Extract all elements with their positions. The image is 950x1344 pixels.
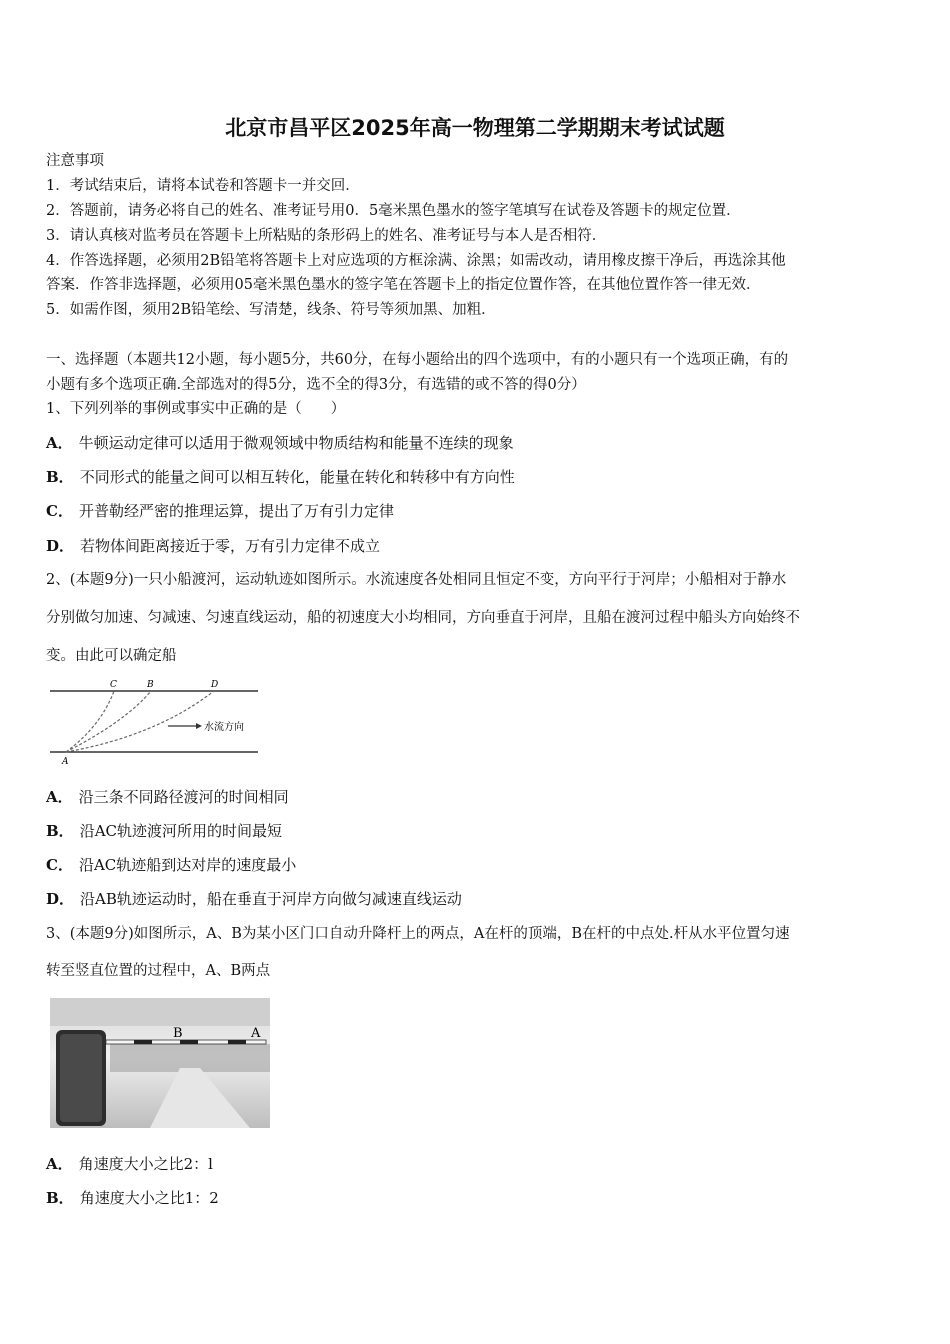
q2-option-d xyxy=(46,888,908,910)
section-intro: 小题有多个选项正确.全部选对的得5分，选不全的得3分，有选错的或不答的得0分） xyxy=(46,377,586,393)
option-label: B． xyxy=(46,822,74,840)
notice-heading: 注意事项 xyxy=(46,153,104,169)
option-label: D． xyxy=(46,537,75,555)
option-text: 不同形式的能量之间可以相互转化，能量在转化和转移中有方向性 xyxy=(79,468,515,486)
notice-item: 5．如需作图，须用2B铅笔绘、写清楚，线条、符号等须加黑、加粗． xyxy=(46,302,496,318)
option-text: 若物体间距离接近于零，万有引力定律不成立 xyxy=(80,537,381,555)
point-a-label: A xyxy=(251,1026,261,1041)
q1-option-a xyxy=(46,432,908,454)
option-label: C． xyxy=(46,502,73,520)
option-text: 牛顿运动定律可以适用于微观领域中物质结构和能量不连续的现象 xyxy=(78,434,514,452)
arm-stripe xyxy=(180,1040,198,1044)
point-c-label: C xyxy=(110,680,117,690)
notice-item: 2．答题前，请务必将自己的姓名、准考证号用0．5毫米黑色墨水的签字笔填写在试卷及答题卡的规定位置． xyxy=(46,203,741,219)
option-text: 开普勒经严密的推理运算，提出了万有引力定律 xyxy=(78,502,394,520)
notice-item: 答案．作答非选择题，必须用05毫米黑色墨水的签字笔在答题卡上的指定位置作答，在其他位置作答一律无效． xyxy=(46,277,761,293)
q2-option-c xyxy=(46,854,908,876)
option-text: 沿AC轨迹船到达对岸的速度最小 xyxy=(78,856,297,874)
q2-option-b xyxy=(46,820,908,842)
option-text: 沿AC轨迹渡河所用的时间最短 xyxy=(79,822,282,840)
exam-title: 北京市昌平区2025年高一物理第二学期期末考试试题 xyxy=(225,116,725,140)
option-text: 角速度大小之比1：2 xyxy=(79,1189,219,1207)
arm-stripe xyxy=(228,1040,246,1044)
notice-item: 1．考试结束后，请将本试卷和答题卡一并交回． xyxy=(46,178,360,194)
q1-option-c xyxy=(46,500,908,522)
notice-item: 3．请认真核对监考员在答题卡上所粘贴的条形码上的姓名、准考证号与本人是否相符． xyxy=(46,228,607,244)
option-label: A． xyxy=(46,788,73,806)
section-intro: 一、选择题（本题共12小题，每小题5分，共60分，在每小题给出的四个选项中，有的小题只有一个选项正确，有的 xyxy=(46,352,789,368)
q1-option-b xyxy=(46,466,908,488)
barrier-gate-photo xyxy=(50,998,270,1128)
path-ab xyxy=(66,691,151,752)
parked-cars xyxy=(110,1044,270,1072)
option-label: A． xyxy=(46,1155,73,1173)
question-3-stem: 转至竖直位置的过程中，A、B两点 xyxy=(46,963,271,979)
option-label: B． xyxy=(46,468,74,486)
flow-arrowhead-icon xyxy=(196,723,202,729)
q1-option-d xyxy=(46,535,908,557)
point-b-label: B xyxy=(173,1026,183,1041)
path-ad xyxy=(66,691,214,752)
point-b-label: B xyxy=(147,680,154,690)
q2-option-a xyxy=(46,786,908,808)
notice-item: 4．作答选择题，必须用2B铅笔将答题卡上对应选项的方框涂满、涂黑；如需改动，请用橡皮擦干净后，再选涂其他 xyxy=(46,253,786,269)
point-a-label: A xyxy=(62,757,69,767)
question-2-stem: 变。由此可以确定船 xyxy=(46,648,177,664)
ceiling xyxy=(50,998,270,1026)
question-2-stem: 分别做匀加速、匀减速、匀速直线运动，船的初速度大小均相同，方向垂直于河岸，且船在渡河过程中船头方向始终不 xyxy=(46,610,800,626)
q3-option-a xyxy=(46,1153,908,1175)
river-crossing-diagram xyxy=(46,676,266,768)
option-text: 沿AB轨迹运动时，船在垂直于河岸方向做匀减速直线运动 xyxy=(80,890,462,908)
question-3-stem: 3、(本题9分)如图所示，A、B为某小区门口自动升降杆上的两点，A在杆的顶端，B在杆的中点处.杆从水平位置匀速 xyxy=(46,926,790,942)
q3-option-b xyxy=(46,1187,908,1209)
question-2-stem: 2、(本题9分)一只小船渡河，运动轨迹如图所示。水流速度各处相同且恒定不变，方向平行于河岸；小船相对于静水 xyxy=(46,572,787,588)
point-d-label: D xyxy=(211,680,219,690)
arm-stripe xyxy=(134,1040,152,1044)
gate-post-panel xyxy=(60,1034,102,1122)
flow-direction-label: 水流方向 xyxy=(204,722,244,733)
question-1-stem: 1、下列列举的事例或事实中正确的是（ ） xyxy=(46,401,346,417)
option-label: D． xyxy=(46,890,75,908)
option-text: 角速度大小之比2：l xyxy=(78,1155,213,1173)
option-text: 沿三条不同路径渡河的时间相同 xyxy=(78,788,289,806)
option-label: C． xyxy=(46,856,73,874)
option-label: B． xyxy=(46,1189,74,1207)
option-label: A． xyxy=(46,434,73,452)
